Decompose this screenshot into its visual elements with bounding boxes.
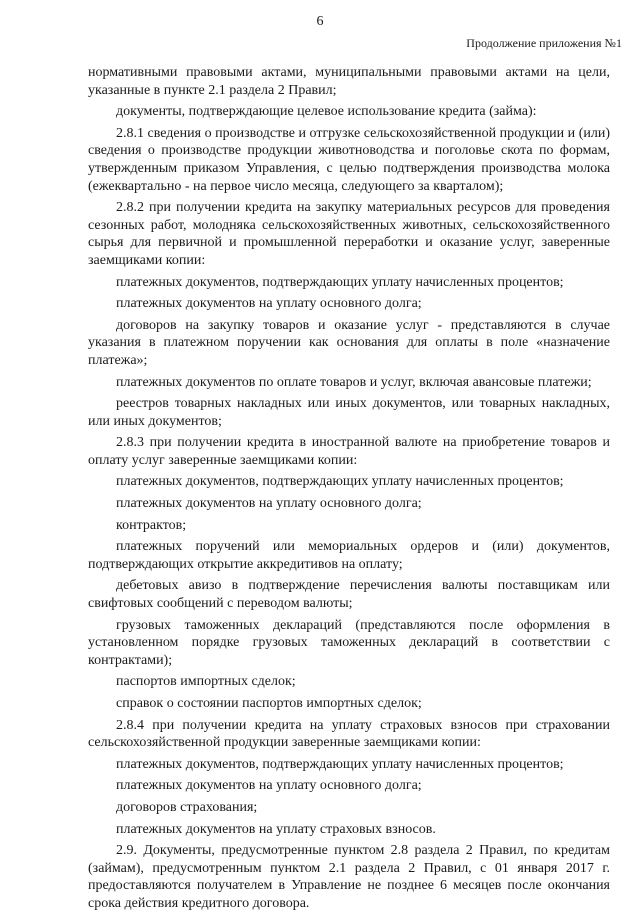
- paragraph: платежных документов по оплате товаров и услуг, включая авансовые платежи;: [116, 374, 592, 390]
- paragraph: справок о состоянии паспортов импортных сделок;: [116, 696, 422, 711]
- paragraph: грузовых таможенных деклараций (представляются после оформления в установленном порядке грузовых таможенных деклараций в соответствии с контрактами);: [88, 617, 610, 668]
- document-body: [88, 64, 610, 913]
- page-number: 6: [316, 14, 324, 29]
- paragraph: платежных поручений или мемориальных ордеров и (или) документов, подтверждающих открытие аккредитивов на оплату;: [88, 539, 610, 572]
- paragraph: паспортов импортных сделок;: [116, 674, 296, 690]
- paragraph: платежных документов на уплату страховых взносов.: [116, 821, 436, 837]
- paragraph: платежных документов на уплату основного долга;: [116, 496, 422, 512]
- paragraph: платежных документов, подтверждающих уплату начисленных процентов;: [116, 474, 564, 490]
- paragraph: договоров страхования;: [116, 799, 258, 815]
- paragraph: 2.8.3 при получении кредита в иностранной валюте на приобретение товаров и оплату услуг заверенные заемщиками копии:: [88, 435, 610, 468]
- paragraph: платежных документов на уплату основного долга;: [116, 296, 422, 312]
- paragraph: дебетовых авизо в подтверждение перечисления валюты поставщикам или свифтовых сообщений с переводом валюты;: [88, 578, 610, 612]
- paragraph: документы, подтверждающие целевое использование кредита (займа):: [116, 104, 537, 120]
- paragraph: нормативными правовыми актами, муниципальными правовыми актами на цели, указанные в пункте 2.1 раздела 2 Правил;: [88, 65, 610, 98]
- paragraph: 2.9. Документы, предусмотренные пунктом 2.8 раздела 2 Правил, по кредитам (займам), предусмотренным пунктом 2.1 раздела 2 Правил, с 01 января 2017 г. предоставляются получателем в Управление не позднее 6 месяцев после окончания срока действия кредитного договора.: [88, 843, 610, 911]
- paragraph: 2.8.1 сведения о производстве и отгрузке сельскохозяйственной продукции и (или) сведения о производстве продукции животноводства и поголовье скота по формам, утвержденным приказом Управления, с целью подтверждения производства молока (ежеквартально - на первое число месяца, следующего за кварталом);: [88, 125, 610, 194]
- running-header: Продолжение приложения №1: [466, 36, 622, 50]
- paragraph: контрактов;: [116, 517, 187, 533]
- paragraph: договоров на закупку товаров и оказание услуг - представляются в случае указания в платежном поручении как основания для оплаты в поле «назначение платежа»;: [88, 317, 610, 368]
- paragraph: реестров товарных накладных или иных документов, или товарных накладных, или иных документов;: [88, 396, 610, 429]
- paragraph: платежных документов, подтверждающих уплату начисленных процентов;: [116, 756, 564, 772]
- paragraph: платежных документов, подтверждающих уплату начисленных процентов;: [116, 274, 564, 290]
- paragraph: 2.8.4 при получении кредита на уплату страховых взносов при страховании сельскохозяйственной продукции заверенные заемщиками копии:: [88, 717, 610, 751]
- paragraph: 2.8.2 при получении кредита на закупку материальных ресурсов для проведения сезонных работ, молодняка сельскохозяйственных животных, сельскохозяйственного сырья для первичной и промышленной переработки и оказание услуг, заверенные заемщиками копии:: [88, 200, 610, 268]
- paragraph: платежных документов на уплату основного долга;: [116, 778, 422, 794]
